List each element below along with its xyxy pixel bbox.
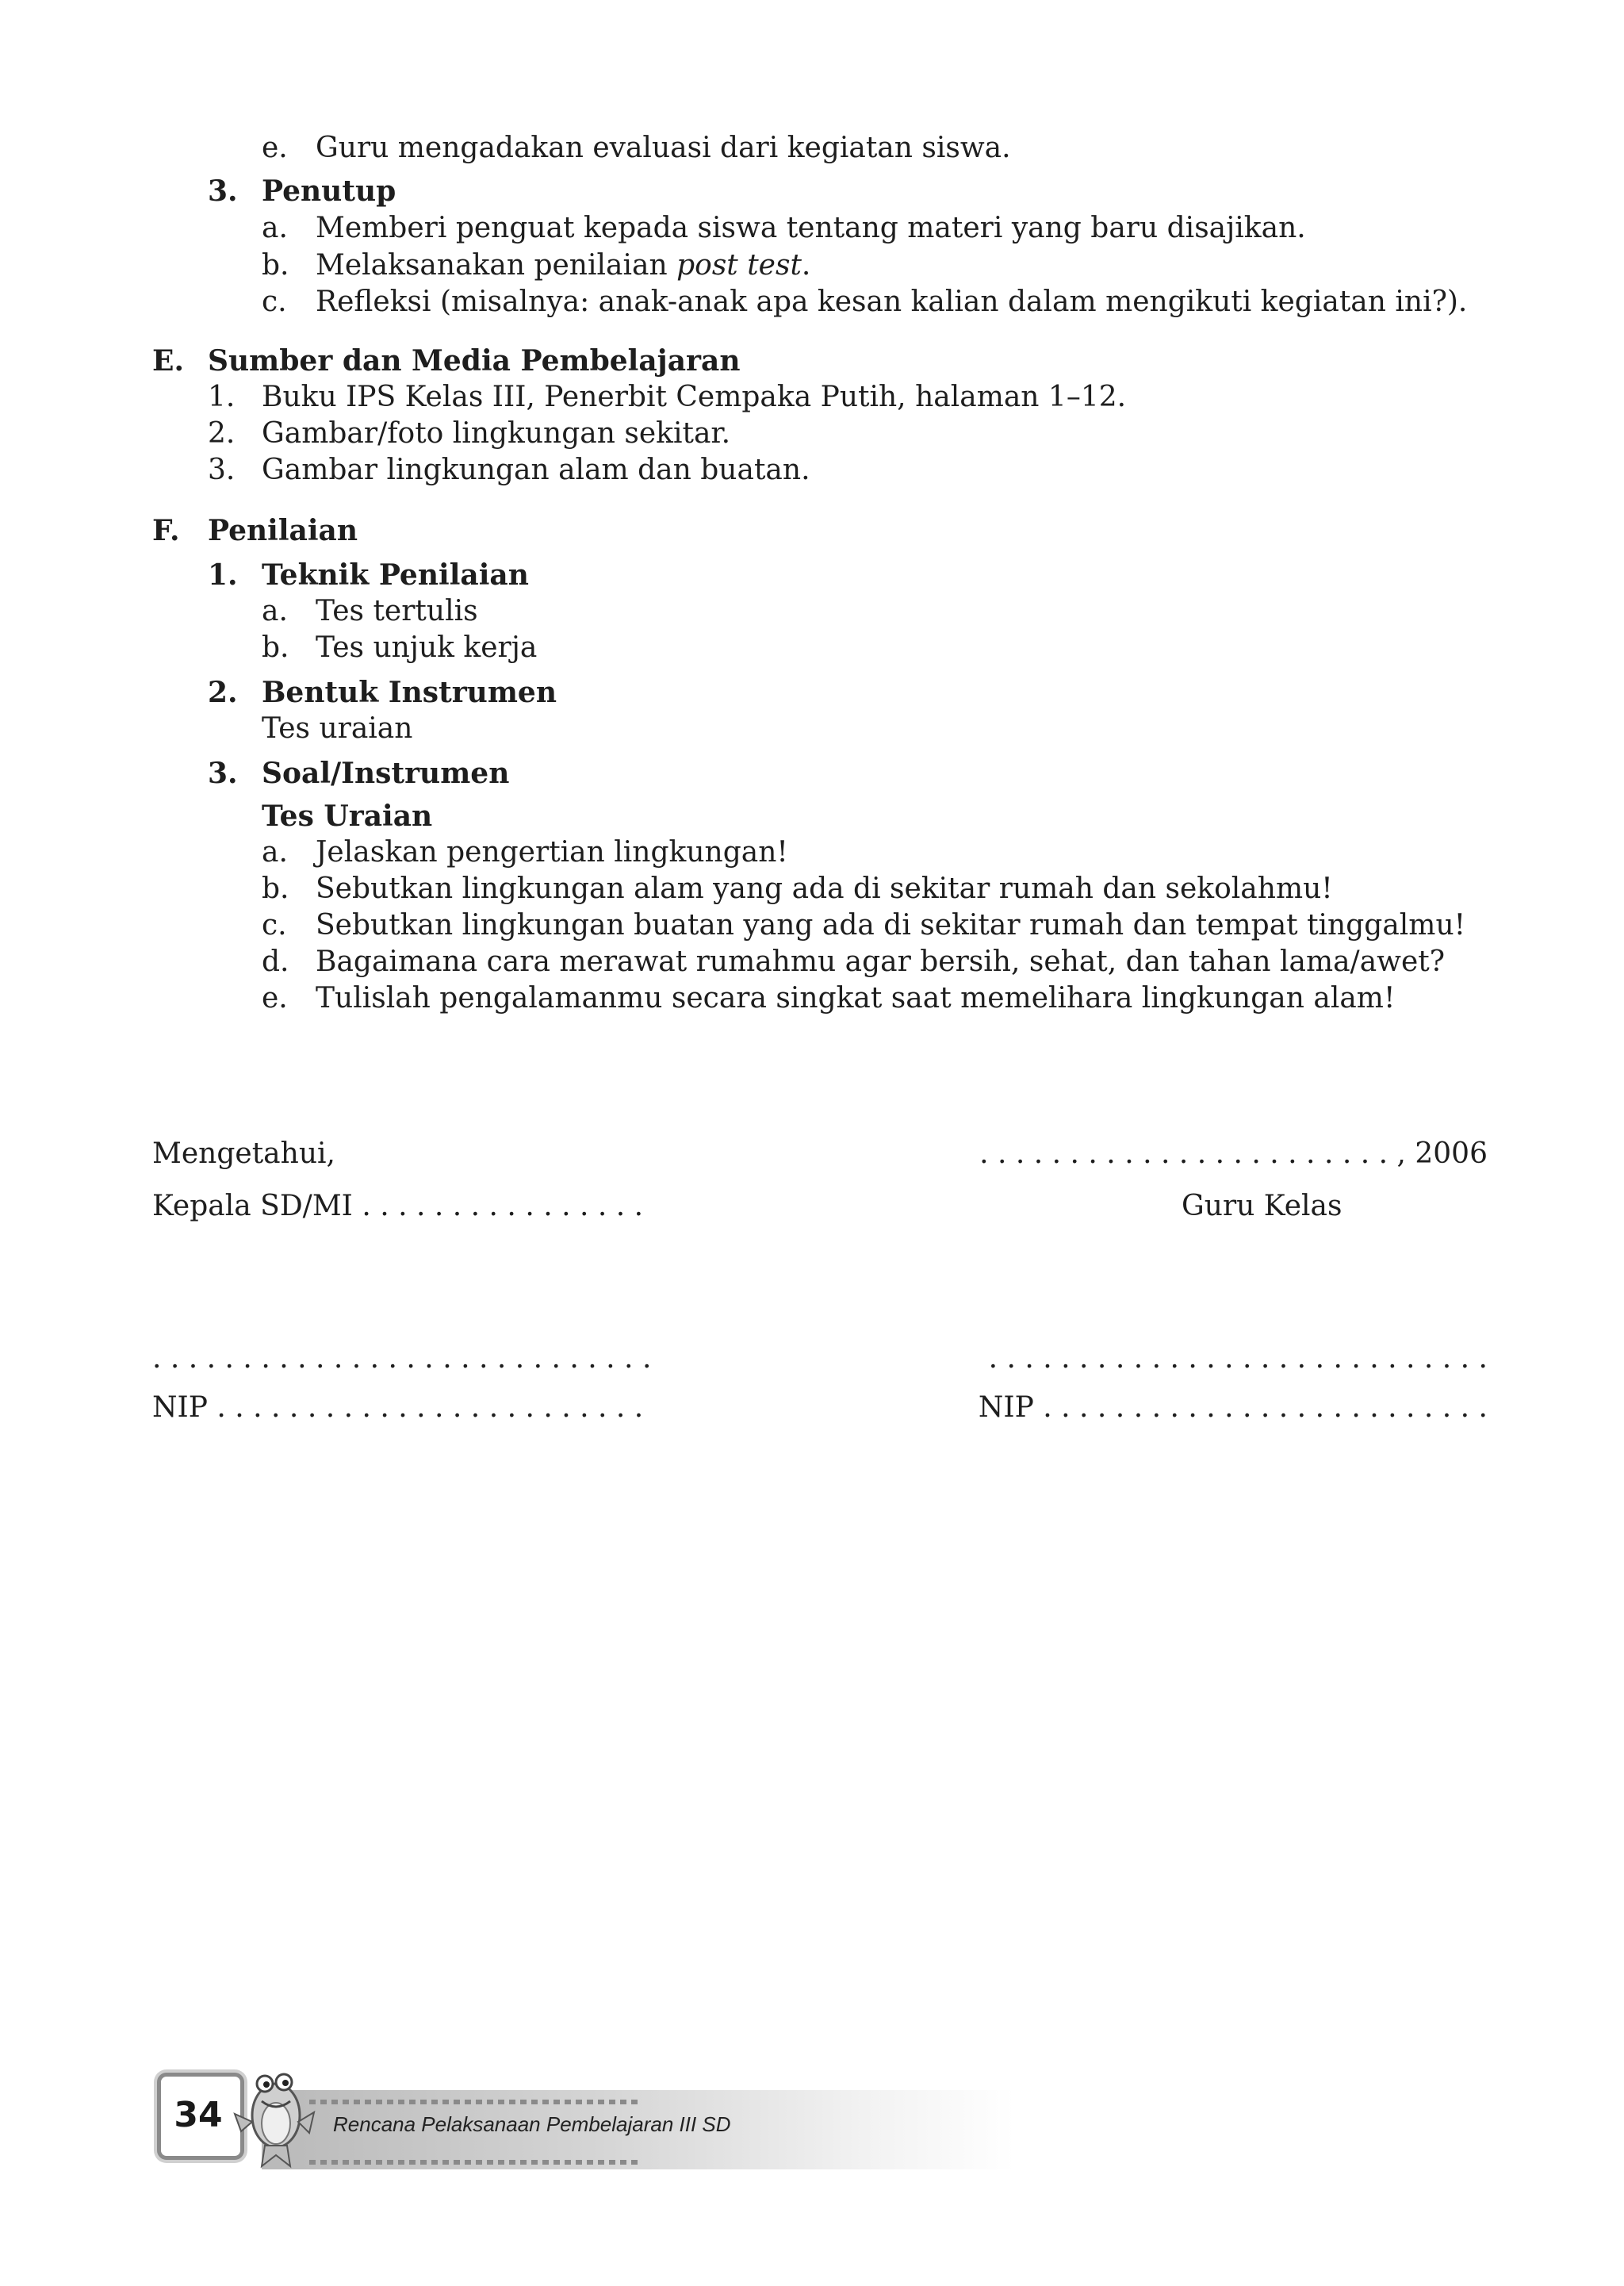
- signature-left-blank: . . . . . . . . . . . . . . . . . . . . . . . . . . . .: [152, 1342, 652, 1375]
- list-item: d. Bagaimana cara merawat rumahmu agar bersih, sehat, dan tahan lama/awet?: [262, 945, 1446, 978]
- footer-book-title: Rencana Pelaksanaan Pembelajaran III SD: [333, 2112, 731, 2136]
- list-item: b. Sebutkan lingkungan alam yang ada di sekitar rumah dan sekolahmu!: [262, 873, 1333, 905]
- subsection-heading-bentuk: 2. Bentuk Instrumen: [208, 676, 557, 709]
- footer-dash-line: [309, 2160, 642, 2165]
- list-item: 3. Gambar lingkungan alam dan buatan.: [208, 454, 810, 486]
- signature-right-blank: . . . . . . . . . . . . . . . . . . . . . . . . . . . .: [988, 1342, 1488, 1375]
- soal-subtitle: Tes Uraian: [262, 800, 433, 833]
- list-item: a. Tes tertulis: [262, 595, 478, 627]
- signature-left-line2: Kepala SD/MI . . . . . . . . . . . . . . . .: [152, 1190, 644, 1222]
- cartoon-fish-mascot-icon: [230, 2066, 317, 2169]
- list-item: b. Tes unjuk kerja: [262, 631, 538, 664]
- signature-left-line1: Mengetahui,: [152, 1137, 335, 1170]
- signature-right-line2: Guru Kelas: [1182, 1190, 1342, 1222]
- subsection-heading-teknik: 1. Teknik Penilaian: [208, 558, 529, 592]
- list-item: b. Melaksanakan penilaian post test.: [262, 249, 811, 282]
- bentuk-text: Tes uraian: [262, 712, 413, 745]
- page-number: 34: [174, 2095, 223, 2135]
- subsection-heading-soal: 3. Soal/Instrumen: [208, 757, 510, 790]
- list-item: e. Tulislah pengalamanmu secara singkat saat memelihara lingkungan alam!: [262, 982, 1396, 1015]
- list-item: 1. Buku IPS Kelas III, Penerbit Cempaka Putih, halaman 1–12.: [208, 381, 1127, 413]
- signature-right-nip: NIP . . . . . . . . . . . . . . . . . . . . . . . . .: [978, 1391, 1488, 1424]
- signature-left-nip: NIP . . . . . . . . . . . . . . . . . . . . . . . .: [152, 1391, 644, 1424]
- section-heading-e: E. Sumber dan Media Pembelajaran: [152, 344, 741, 378]
- footer-dash-line: [309, 2100, 642, 2104]
- list-item: a. Jelaskan pengertian lingkungan!: [262, 836, 788, 869]
- subsection-heading-penutup: 3. Penutup: [208, 175, 396, 208]
- list-item: e. Guru mengadakan evaluasi dari kegiatan siswa.: [262, 132, 1011, 164]
- section-heading-f: F. Penilaian: [152, 514, 358, 547]
- list-item: 2. Gambar/foto lingkungan sekitar.: [208, 417, 731, 450]
- page-footer: [151, 2066, 1023, 2169]
- list-item: a. Memberi penguat kepada siswa tentang materi yang baru disajikan.: [262, 212, 1306, 244]
- list-item: c. Sebutkan lingkungan buatan yang ada di sekitar rumah dan tempat tinggalmu!: [262, 909, 1466, 942]
- list-item: c. Refleksi (misalnya: anak-anak apa kesan kalian dalam mengikuti kegiatan ini?).: [262, 286, 1468, 318]
- signature-right-line1: . . . . . . . . . . . . . . . . . . . . . . . , 2006: [979, 1137, 1488, 1170]
